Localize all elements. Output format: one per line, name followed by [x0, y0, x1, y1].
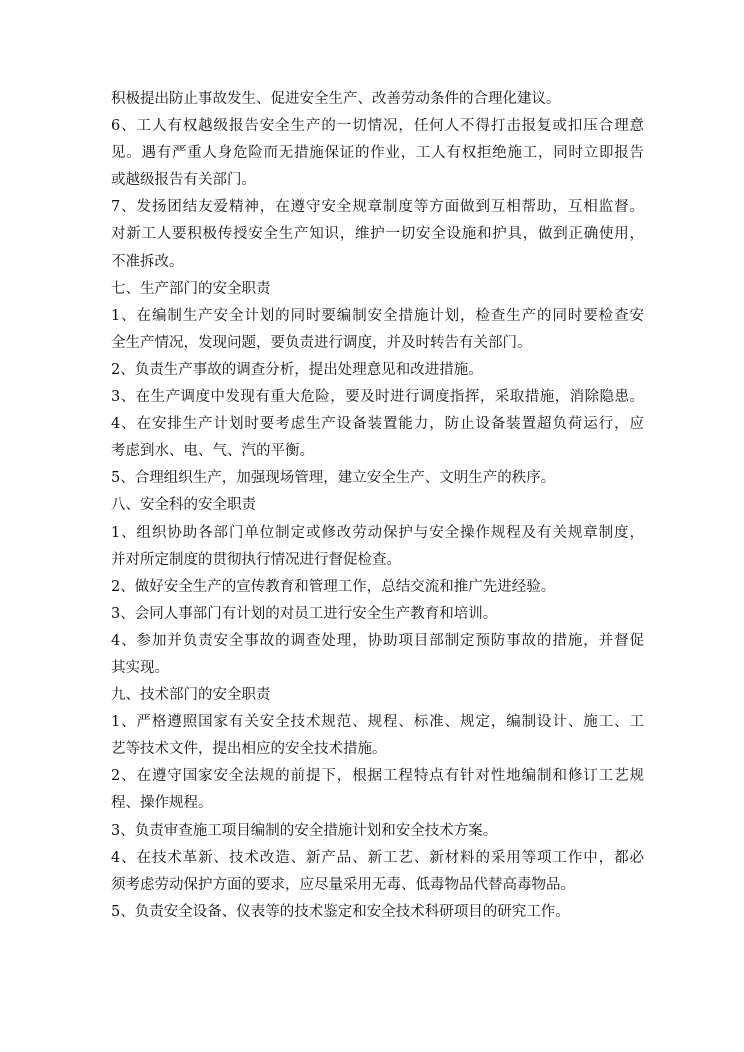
- text-line: 5、负责安全设备、仪表等的技术鉴定和安全技术科研项目的研究工作。: [111, 903, 570, 920]
- text-line: 七、生产部门的安全职责: [111, 280, 271, 297]
- text-line: 6、工人有权越级报告安全生产的一切情况，任何人不得打击报复或扣压合理意: [111, 118, 644, 135]
- text-line: 积极提出防止事故发生、促进安全生产、改善劳动条件的合理化建议。: [111, 91, 561, 107]
- text-line: 3、负责审查施工项目编制的安全措施计划和安全技术方案。: [111, 822, 498, 839]
- text-line: 对新工人要积极传授安全生产知识，维护一切安全设施和护具，做到正确使用，: [111, 226, 644, 243]
- text-line: 或越级报告有关部门。: [111, 172, 256, 189]
- text-line: 4、参加并负责安全事故的调查处理，协助项目部制定预防事故的措施，并督促: [111, 632, 644, 649]
- text-line: 2、做好安全生产的宣传教育和管理工作，总结交流和推广先进经验。: [111, 578, 556, 595]
- text-line: 不准拆改。: [111, 253, 184, 270]
- text-line: 2、在遵守国家安全法规的前提下，根据工程特点有针对性地编制和修订工艺规: [111, 768, 644, 785]
- text-line: 九、技术部门的安全职责: [111, 687, 271, 704]
- text-line: 3、会同人事部门有计划的对员工进行安全生产教育和培训。: [111, 605, 498, 622]
- text-line: 程、操作规程。: [111, 795, 213, 812]
- text-line: 其实现。: [111, 659, 169, 676]
- text-line: 7、发扬团结友爱精神，在遵守安全规章制度等方面做到互相帮助，互相监督。: [111, 199, 644, 216]
- text-line: 1、组织协助各部门单位制定或修改劳动保护与安全操作规程及有关规章制度，: [111, 524, 644, 541]
- text-line: 须考虑劳动保护方面的要求，应尽量采用无毒、低毒物品代替高毒物品。: [111, 876, 575, 893]
- text-line: 1、在编制生产安全计划的同时要编制安全措施计划，检查生产的同时要检查安: [111, 307, 644, 324]
- text-line: 八、安全科的安全职责: [111, 497, 256, 514]
- text-line: 4、在安排生产计划时要考虑生产设备装置能力，防止设备装置超负荷运行，应: [111, 416, 644, 433]
- text-line: 见。遇有严重人身危险而无措施保证的作业，工人有权拒绝施工，同时立即报告: [111, 145, 644, 162]
- text-line: 3、在生产调度中发现有重大危险，要及时进行调度指挥，采取措施，消除隐患。: [111, 389, 644, 406]
- text-line: 1、严格遵照国家有关安全技术规范、规程、标准、规定，编制设计、施工、工: [111, 714, 644, 731]
- text-line: 并对所定制度的贯彻执行情况进行督促检查。: [111, 551, 401, 568]
- text-line: 4、在技术革新、技术改造、新产品、新工艺、新材料的采用等项工作中，都必: [111, 849, 644, 866]
- text-line: 艺等技术文件，提出相应的安全技术措施。: [111, 741, 387, 758]
- text-line: 全生产情况，发现问题，要负责进行调度，并及时转告有关部门。: [111, 334, 532, 351]
- document-body: [111, 86, 644, 926]
- text-line: 5、合理组织生产，加强现场管理，建立安全生产、文明生产的秩序。: [111, 470, 556, 487]
- text-line: 考虑到水、电、气、汽的平衡。: [111, 443, 314, 460]
- text-line: 2、负责生产事故的调查分析，提出处理意见和改进措施。: [111, 361, 483, 378]
